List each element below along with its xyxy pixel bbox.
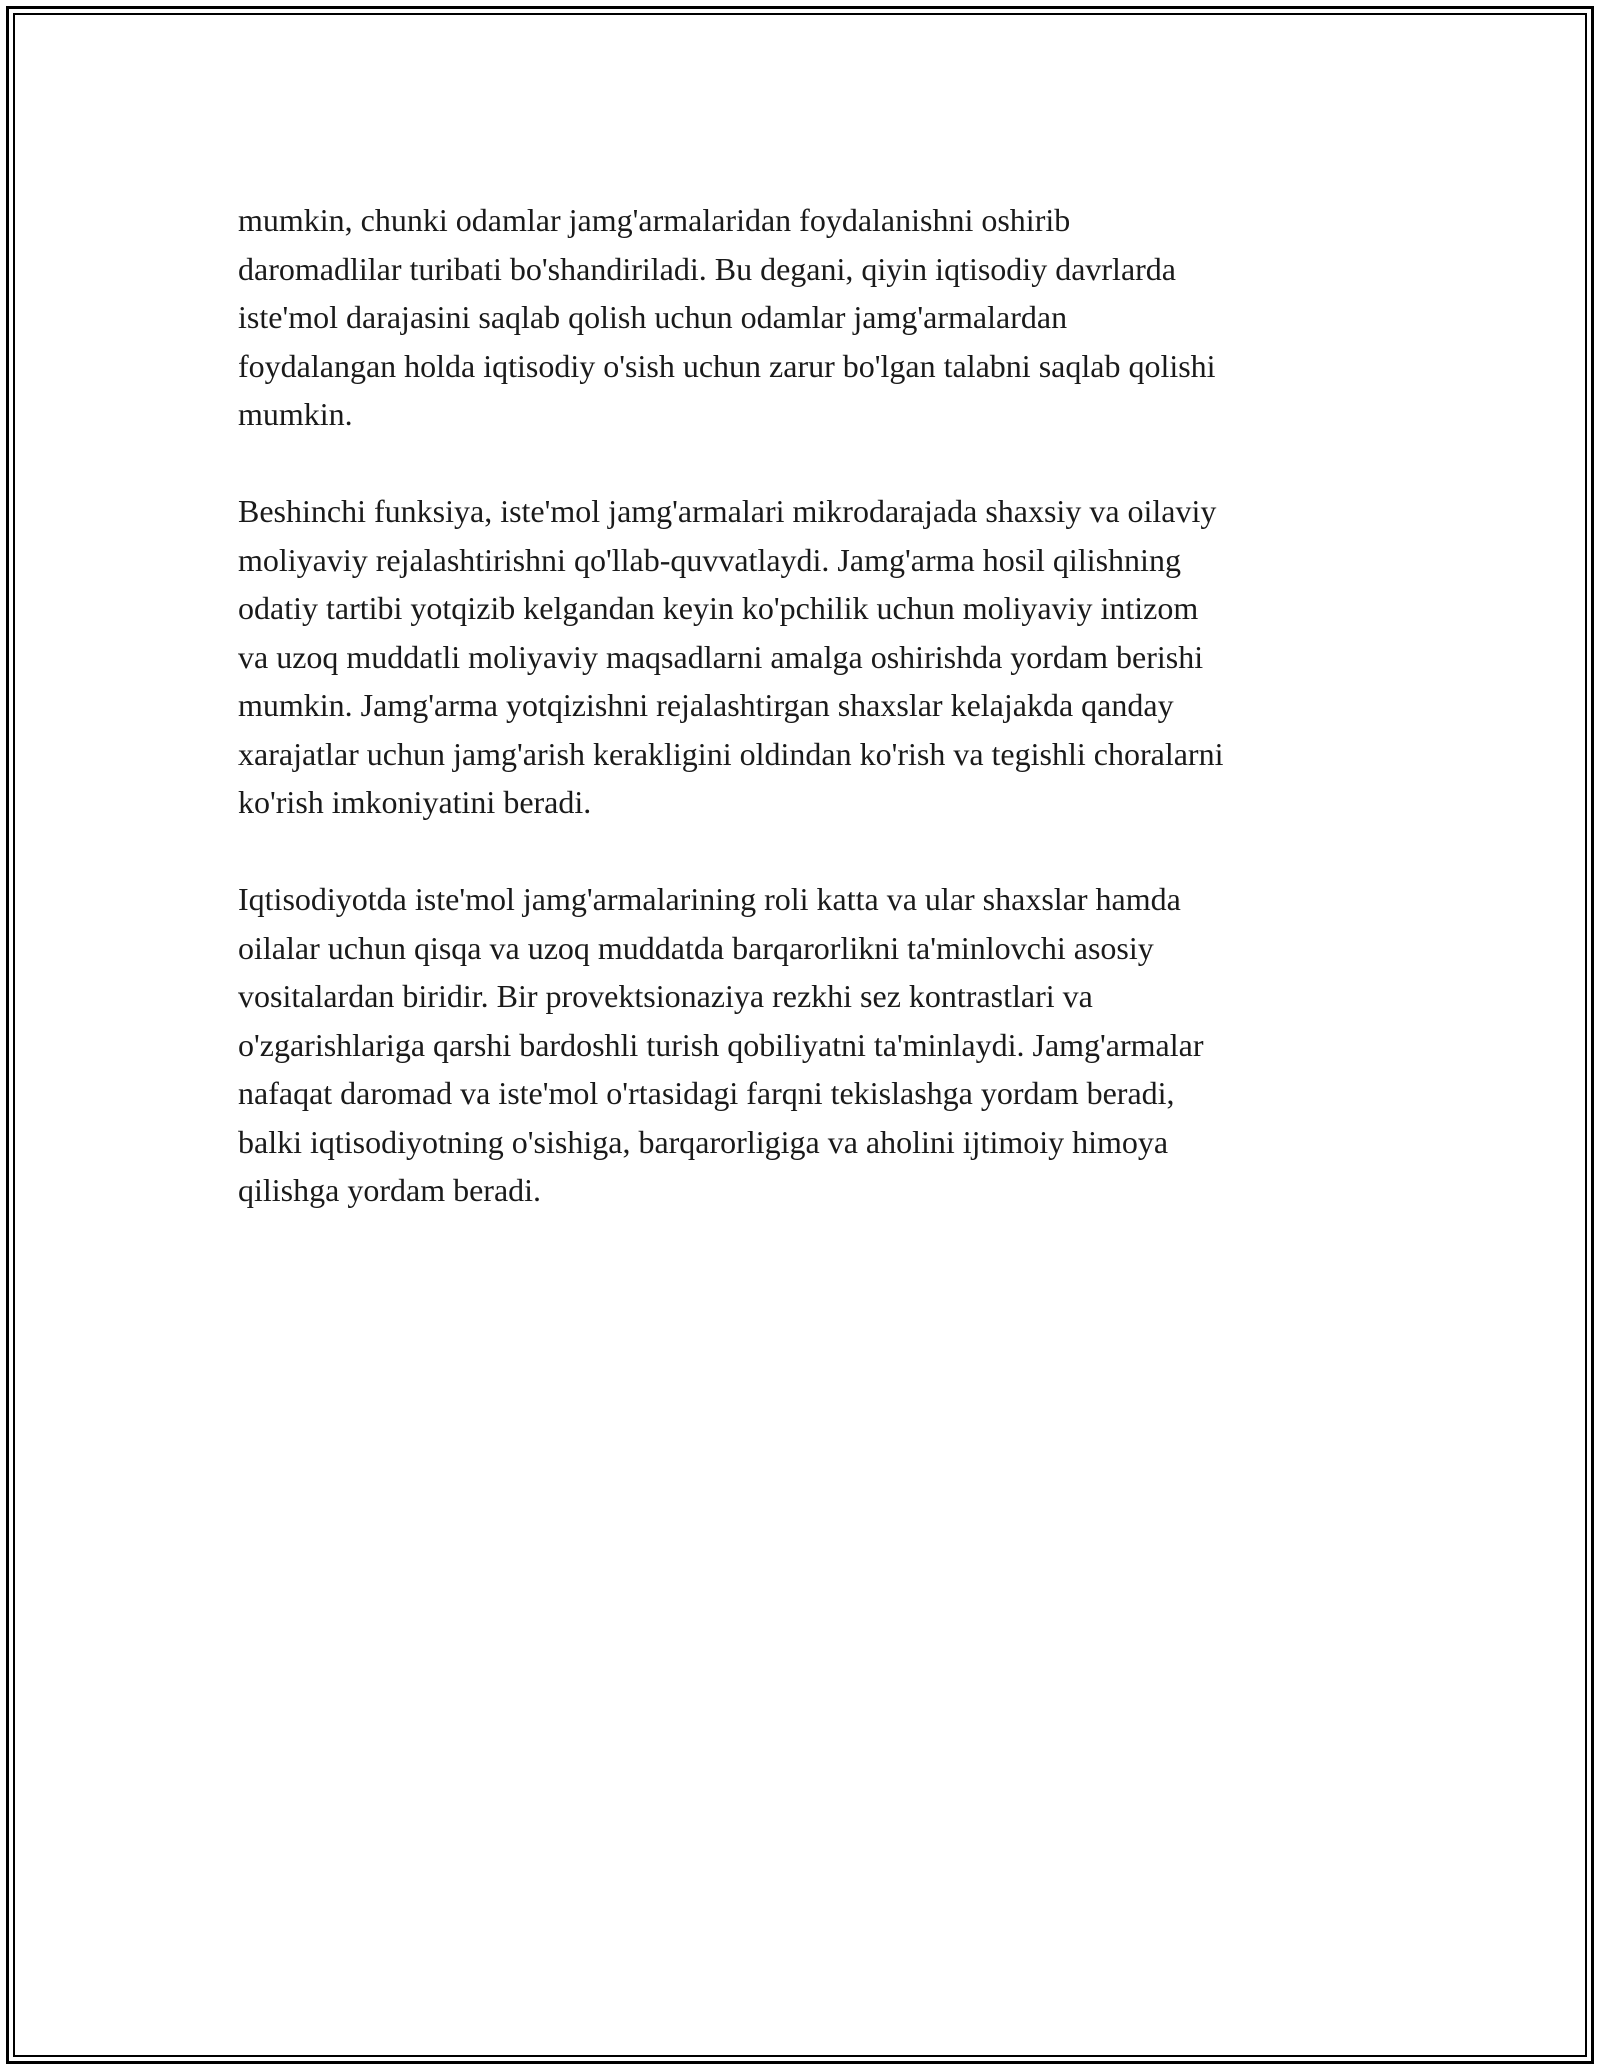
text-line: daromadlilar turibati bo'shandiriladi. Bu degani, qiyin iqtisodiy davrlarda: [238, 250, 1176, 287]
paragraph-3: [238, 875, 1408, 1215]
paragraph-1: [238, 196, 1408, 439]
text-line: odatiy tartibi yotqizib kelgandan keyin ko'pchilik uchun moliyaviy intizom: [238, 590, 1199, 626]
paragraph-2: [238, 487, 1408, 827]
text-line: va uzoq muddatli moliyaviy maqsadlarni amalga oshirishda yordam berishi: [238, 638, 1204, 675]
text-line: moliyaviy rejalashtirishni qo'llab-quvvatlaydi. Jamg'arma hosil qilishning: [238, 541, 1181, 578]
text-line: mumkin.: [238, 396, 353, 432]
text-line: oilalar uchun qisqa va uzoq muddatda barqarorlikni ta'minlovchi asosiy: [238, 929, 1154, 966]
page-frame: [6, 6, 1594, 2064]
text-line: qilishga yordam beradi.: [238, 1172, 542, 1208]
text-line: Iqtisodiyotda iste'mol jamg'armalarining roli katta va ular shaxslar hamda: [238, 881, 1181, 917]
text-line: xarajatlar uchun jamg'arish kerakligini oldindan ko'rish va tegishli choralarni: [238, 735, 1224, 772]
text-line: ko'rish imkoniyatini beradi.: [238, 784, 592, 820]
text-line: mumkin, chunki odamlar jamg'armalaridan foydalanishni oshirib: [238, 202, 1071, 238]
text-line: mumkin. Jamg'arma yotqizishni rejalashtirgan shaxslar kelajakda qanday: [238, 687, 1174, 723]
text-line: vositalardan biridir. Bir provektsionaziya rezkhi sez kontrastlari va: [238, 978, 1093, 1014]
text-line: iste'mol darajasini saqlab qolish uchun odamlar jamg'armalardan: [238, 299, 1068, 335]
text-line: Beshinchi funksiya, iste'mol jamg'armalari mikrodarajada shaxsiy va oilaviy: [238, 493, 1217, 529]
text-line: foydalangan holda iqtisodiy o'sish uchun zarur bo'lgan talabni saqlab qolishi: [238, 347, 1216, 384]
text-line: o'zgarishlariga qarshi bardoshli turish qobiliyatni ta'minlaydi. Jamg'armalar: [238, 1026, 1204, 1063]
page-content: [238, 196, 1408, 1263]
text-line: balki iqtisodiyotning o'sishiga, barqarorligiga va aholini ijtimoiy himoya: [238, 1123, 1169, 1160]
text-line: nafaqat daromad va iste'mol o'rtasidagi farqni tekislashga yordam beradi,: [238, 1075, 1175, 1111]
